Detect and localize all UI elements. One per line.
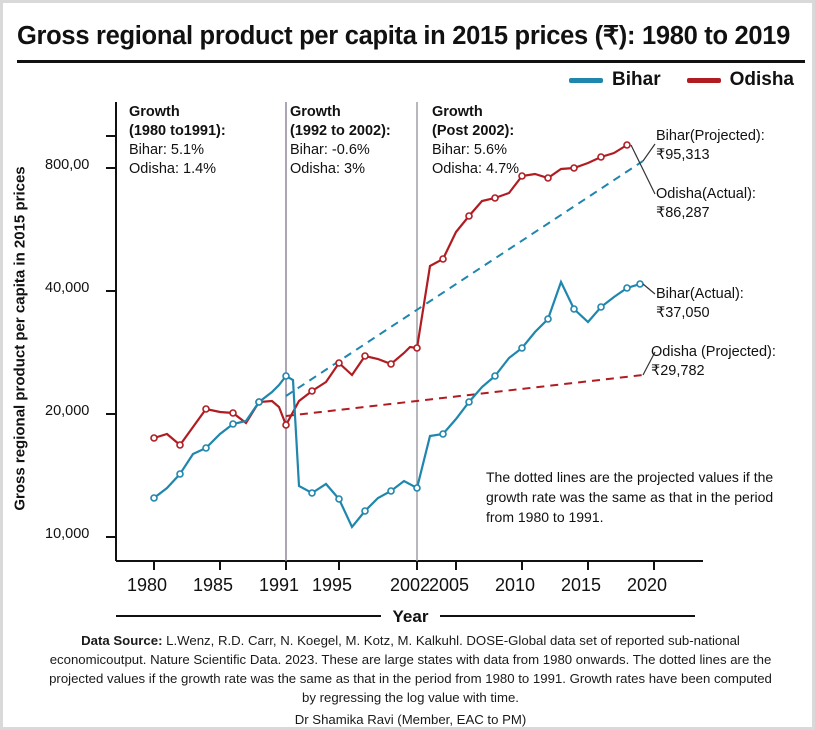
source-label: Data Source: xyxy=(81,633,163,648)
legend-swatch-odisha xyxy=(687,78,721,83)
plot-area xyxy=(3,98,815,608)
x-tick-label-2015: 2015 xyxy=(561,575,602,595)
legend-swatch-bihar xyxy=(569,78,603,83)
growth-box-2-bihar: Bihar: -0.6% xyxy=(290,141,370,158)
callout-odisha-actual xyxy=(656,185,756,222)
source-note xyxy=(43,631,778,729)
x-axis-label-rule-right xyxy=(440,615,695,617)
chart-legend xyxy=(569,69,794,91)
leader-bihar-actual xyxy=(643,284,655,294)
y-tick-label-80000: 800,00 xyxy=(45,157,90,173)
x-axis-label: Year xyxy=(392,607,429,626)
source-byline: Dr Shamika Ravi (Member, EAC to PM) xyxy=(294,711,527,727)
callout-odisha-actual-line1: Odisha(Actual): xyxy=(656,186,756,202)
x-tick-label-1985: 1985 xyxy=(193,575,234,595)
callout-bihar-projected-value: ₹95,313 xyxy=(656,146,710,163)
y-tick-label-10000: 10,000 xyxy=(45,526,90,542)
leader-odisha-actual xyxy=(631,145,655,194)
growth-box-1992-2002 xyxy=(290,103,391,178)
growth-box-1-bihar: Bihar: 5.1% xyxy=(129,141,204,158)
callout-bihar-projected xyxy=(656,127,765,164)
callout-odisha-projected xyxy=(651,343,776,380)
title-divider xyxy=(17,60,805,63)
legend-label-bihar: Bihar xyxy=(612,69,661,90)
growth-box-3-odisha: Odisha: 4.7% xyxy=(432,160,520,177)
legend-label-odisha: Odisha xyxy=(729,69,794,90)
y-tick-label-40000: 40,000 xyxy=(45,280,90,296)
series-odisha-markers xyxy=(151,142,630,448)
callout-odisha-actual-value: ₹86,287 xyxy=(656,204,710,221)
growth-box-3-bihar: Bihar: 5.6% xyxy=(432,141,507,158)
x-tick-label-2002: 2002 xyxy=(390,575,431,595)
growth-box-3-heading1: Growth xyxy=(432,104,483,120)
source-text: L.Wenz, R.D. Carr, N. Koegel, M. Kotz, M. Kalkuhl. DOSE-Global data set of reported sub-national economicoutput. Nature Scientific Data. 2023. These are large states with data from 1980 onwards. The dotted lines are the projected values if the growth rate was the same as that in the period from 1980 to 1991. Growth rates have been computed by regressing the log value with time. xyxy=(49,633,772,706)
growth-box-1-heading2: (1980 to1991): xyxy=(129,122,226,139)
growth-box-1980-1991 xyxy=(129,103,226,178)
legend-item-bihar xyxy=(569,69,661,91)
chart-note: The dotted lines are the projected values if the growth rate was the same as that in the period from 1980 to 1991. xyxy=(486,469,774,525)
growth-box-2-odisha: Odisha: 3% xyxy=(290,160,365,177)
callout-bihar-projected-line1: Bihar(Projected): xyxy=(656,128,765,144)
x-tick-label-1995: 1995 xyxy=(312,575,353,595)
growth-box-2-heading2: (1992 to 2002): xyxy=(290,122,391,139)
x-tick-label-2010: 2010 xyxy=(495,575,536,595)
x-tick-label-1980: 1980 xyxy=(127,575,168,595)
callout-bihar-actual xyxy=(656,285,744,322)
x-tick-label-2020: 2020 xyxy=(627,575,668,595)
page-title: Gross regional product per capita in 2015 prices (₹): 1980 to 2019 xyxy=(17,22,791,50)
callout-odisha-projected-value: ₹29,782 xyxy=(651,362,705,379)
growth-box-1-heading1: Growth xyxy=(129,104,180,120)
callout-bihar-actual-line1: Bihar(Actual): xyxy=(656,286,744,302)
growth-box-3-heading2: (Post 2002): xyxy=(432,122,515,139)
series-odisha-projected xyxy=(286,375,643,416)
growth-box-1-odisha: Odisha: 1.4% xyxy=(129,160,217,177)
growth-box-post-2002 xyxy=(432,103,519,178)
y-tick-label-20000: 20,000 xyxy=(45,403,90,419)
callout-bihar-actual-value: ₹37,050 xyxy=(656,304,710,321)
growth-box-2-heading1: Growth xyxy=(290,104,341,120)
x-tick-label-2005: 2005 xyxy=(429,575,470,595)
y-axis-label-text: Gross regional product per capita in 2015 prices xyxy=(11,165,29,511)
legend-item-odisha xyxy=(687,69,794,91)
x-tick-label-1991: 1991 xyxy=(259,575,300,595)
leader-bihar-projected xyxy=(643,144,655,161)
callout-odisha-projected-line1: Odisha (Projected): xyxy=(651,344,776,360)
